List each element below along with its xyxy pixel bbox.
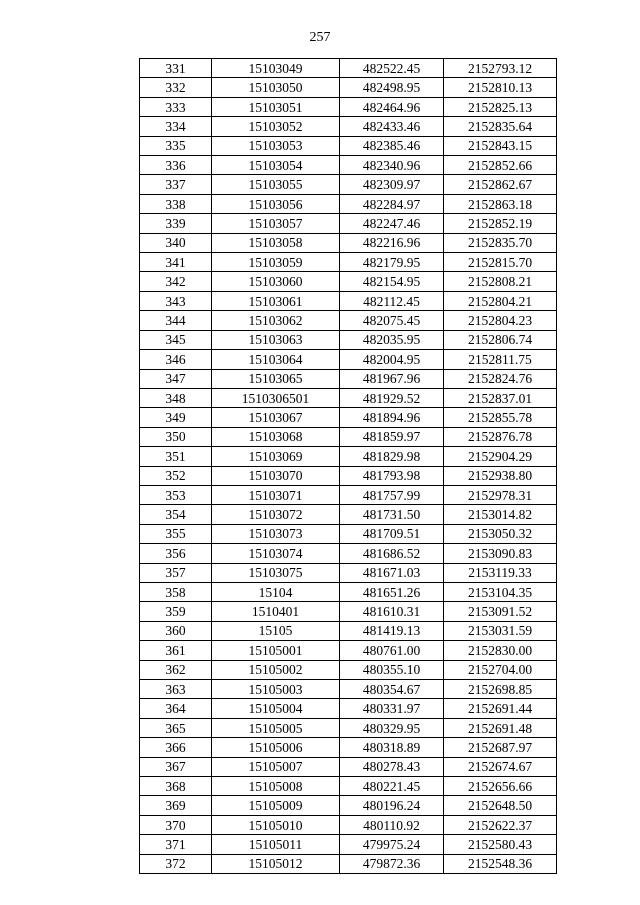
y-coordinate-cell: 2152835.70: [444, 233, 557, 252]
point-code-cell: 15103075: [212, 563, 340, 582]
x-coordinate-cell: 481709.51: [340, 524, 444, 543]
x-coordinate-cell: 482247.46: [340, 214, 444, 233]
x-coordinate-cell: 481419.13: [340, 621, 444, 640]
point-code-cell: 15105001: [212, 641, 340, 660]
y-coordinate-cell: 2152824.76: [444, 369, 557, 388]
point-number-cell: 334: [140, 117, 212, 136]
table-row: [140, 485, 557, 504]
y-coordinate-cell: 2152691.44: [444, 699, 557, 718]
table-row: [140, 214, 557, 233]
x-coordinate-cell: 481731.50: [340, 505, 444, 524]
table-row: [140, 272, 557, 291]
table-row: [140, 621, 557, 640]
y-coordinate-cell: 2152691.48: [444, 718, 557, 737]
point-code-cell: 15104: [212, 582, 340, 601]
point-number-cell: 342: [140, 272, 212, 291]
y-coordinate-cell: 2152622.37: [444, 815, 557, 834]
point-number-cell: 348: [140, 388, 212, 407]
point-code-cell: 15103064: [212, 350, 340, 369]
x-coordinate-cell: 479975.24: [340, 835, 444, 854]
table-row: [140, 854, 557, 873]
point-number-cell: 343: [140, 291, 212, 310]
x-coordinate-cell: 481610.31: [340, 602, 444, 621]
table-row: [140, 699, 557, 718]
table-row: [140, 156, 557, 175]
point-number-cell: 356: [140, 544, 212, 563]
y-coordinate-cell: 2152648.50: [444, 796, 557, 815]
point-number-cell: 351: [140, 447, 212, 466]
y-coordinate-cell: 2152698.85: [444, 680, 557, 699]
point-code-cell: 15103061: [212, 291, 340, 310]
table-row: [140, 117, 557, 136]
x-coordinate-cell: 482075.45: [340, 311, 444, 330]
table-row: [140, 757, 557, 776]
y-coordinate-cell: 2153119.33: [444, 563, 557, 582]
point-number-cell: 352: [140, 466, 212, 485]
point-number-cell: 371: [140, 835, 212, 854]
point-code-cell: 15103056: [212, 194, 340, 213]
point-code-cell: 15103063: [212, 330, 340, 349]
x-coordinate-cell: 482112.45: [340, 291, 444, 310]
page-number: 257: [309, 30, 331, 45]
point-number-cell: 353: [140, 485, 212, 504]
point-number-cell: 358: [140, 582, 212, 601]
x-coordinate-cell: 480278.43: [340, 757, 444, 776]
y-coordinate-cell: 2152862.67: [444, 175, 557, 194]
point-code-cell: 15103051: [212, 97, 340, 116]
point-code-cell: 1510306501: [212, 388, 340, 407]
x-coordinate-cell: 479872.36: [340, 854, 444, 873]
point-number-cell: 366: [140, 738, 212, 757]
point-code-cell: 15105007: [212, 757, 340, 776]
point-number-cell: 339: [140, 214, 212, 233]
point-code-cell: 15105004: [212, 699, 340, 718]
point-code-cell: 15103055: [212, 175, 340, 194]
point-number-cell: 333: [140, 97, 212, 116]
y-coordinate-cell: 2153090.83: [444, 544, 557, 563]
table-row: [140, 97, 557, 116]
point-number-cell: 332: [140, 78, 212, 97]
table-row: [140, 524, 557, 543]
point-code-cell: 15105: [212, 621, 340, 640]
point-code-cell: 15105002: [212, 660, 340, 679]
table-row: [140, 253, 557, 272]
y-coordinate-cell: 2152674.67: [444, 757, 557, 776]
x-coordinate-cell: 482154.95: [340, 272, 444, 291]
table-row: [140, 311, 557, 330]
point-code-cell: 15105008: [212, 777, 340, 796]
y-coordinate-cell: 2152825.13: [444, 97, 557, 116]
point-code-cell: 15105010: [212, 815, 340, 834]
y-coordinate-cell: 2153091.52: [444, 602, 557, 621]
table-row: [140, 194, 557, 213]
point-number-cell: 340: [140, 233, 212, 252]
x-coordinate-cell: 480355.10: [340, 660, 444, 679]
point-number-cell: 337: [140, 175, 212, 194]
x-coordinate-cell: 480331.97: [340, 699, 444, 718]
y-coordinate-cell: 2152855.78: [444, 408, 557, 427]
table-row: [140, 388, 557, 407]
point-number-cell: 369: [140, 796, 212, 815]
table-row: [140, 505, 557, 524]
x-coordinate-cell: 480318.89: [340, 738, 444, 757]
point-code-cell: 15103062: [212, 311, 340, 330]
x-coordinate-cell: 480354.67: [340, 680, 444, 699]
point-number-cell: 372: [140, 854, 212, 873]
table-row: [140, 78, 557, 97]
y-coordinate-cell: 2152804.23: [444, 311, 557, 330]
table-row: [140, 563, 557, 582]
y-coordinate-cell: 2152811.75: [444, 350, 557, 369]
table-row: [140, 796, 557, 815]
point-number-cell: 370: [140, 815, 212, 834]
x-coordinate-cell: 481859.97: [340, 427, 444, 446]
point-number-cell: 344: [140, 311, 212, 330]
y-coordinate-cell: 2152830.00: [444, 641, 557, 660]
point-code-cell: 15103053: [212, 136, 340, 155]
x-coordinate-cell: 482498.95: [340, 78, 444, 97]
x-coordinate-cell: 482464.96: [340, 97, 444, 116]
table-row: [140, 660, 557, 679]
y-coordinate-cell: 2152815.70: [444, 253, 557, 272]
y-coordinate-cell: 2152704.00: [444, 660, 557, 679]
table-row: [140, 718, 557, 737]
point-number-cell: 335: [140, 136, 212, 155]
x-coordinate-cell: 482340.96: [340, 156, 444, 175]
y-coordinate-cell: 2152656.66: [444, 777, 557, 796]
table-row: [140, 738, 557, 757]
x-coordinate-cell: 482035.95: [340, 330, 444, 349]
table-row: [140, 835, 557, 854]
table-row: [140, 680, 557, 699]
table-row: [140, 427, 557, 446]
x-coordinate-cell: 480761.00: [340, 641, 444, 660]
point-number-cell: 341: [140, 253, 212, 272]
point-number-cell: 362: [140, 660, 212, 679]
y-coordinate-cell: 2152978.31: [444, 485, 557, 504]
point-number-cell: 359: [140, 602, 212, 621]
point-code-cell: 15103065: [212, 369, 340, 388]
x-coordinate-cell: 481793.98: [340, 466, 444, 485]
x-coordinate-cell: 481651.26: [340, 582, 444, 601]
x-coordinate-cell: 480110.92: [340, 815, 444, 834]
point-number-cell: 357: [140, 563, 212, 582]
y-coordinate-cell: 2152580.43: [444, 835, 557, 854]
y-coordinate-cell: 2152808.21: [444, 272, 557, 291]
point-code-cell: 15103052: [212, 117, 340, 136]
x-coordinate-cell: 482433.46: [340, 117, 444, 136]
point-number-cell: 361: [140, 641, 212, 660]
table-row: [140, 641, 557, 660]
point-number-cell: 345: [140, 330, 212, 349]
point-code-cell: 15103068: [212, 427, 340, 446]
point-code-cell: 15103049: [212, 59, 340, 78]
x-coordinate-cell: 480221.45: [340, 777, 444, 796]
table-row: [140, 447, 557, 466]
point-code-cell: 15103057: [212, 214, 340, 233]
point-code-cell: 15103058: [212, 233, 340, 252]
y-coordinate-cell: 2152804.21: [444, 291, 557, 310]
table-row: [140, 582, 557, 601]
x-coordinate-cell: 480196.24: [340, 796, 444, 815]
point-code-cell: 15103071: [212, 485, 340, 504]
y-coordinate-cell: 2152863.18: [444, 194, 557, 213]
point-code-cell: 15103060: [212, 272, 340, 291]
x-coordinate-cell: 480329.95: [340, 718, 444, 737]
x-coordinate-cell: 481894.96: [340, 408, 444, 427]
point-code-cell: 15103054: [212, 156, 340, 175]
point-number-cell: 349: [140, 408, 212, 427]
table-row: [140, 408, 557, 427]
point-number-cell: 364: [140, 699, 212, 718]
point-number-cell: 347: [140, 369, 212, 388]
table-row: [140, 291, 557, 310]
y-coordinate-cell: 2153014.82: [444, 505, 557, 524]
y-coordinate-cell: 2153050.32: [444, 524, 557, 543]
x-coordinate-cell: 481686.52: [340, 544, 444, 563]
point-code-cell: 15103073: [212, 524, 340, 543]
y-coordinate-cell: 2152938.80: [444, 466, 557, 485]
table-row: [140, 777, 557, 796]
x-coordinate-cell: 481829.98: [340, 447, 444, 466]
table-row: [140, 466, 557, 485]
table-row: [140, 59, 557, 78]
y-coordinate-cell: 2152548.36: [444, 854, 557, 873]
point-code-cell: 15103050: [212, 78, 340, 97]
point-number-cell: 331: [140, 59, 212, 78]
x-coordinate-cell: 481671.03: [340, 563, 444, 582]
point-code-cell: 15105003: [212, 680, 340, 699]
y-coordinate-cell: 2152810.13: [444, 78, 557, 97]
y-coordinate-cell: 2152852.66: [444, 156, 557, 175]
point-code-cell: 15105005: [212, 718, 340, 737]
table-row: [140, 602, 557, 621]
point-number-cell: 363: [140, 680, 212, 699]
point-code-cell: 15105006: [212, 738, 340, 757]
y-coordinate-cell: 2152837.01: [444, 388, 557, 407]
x-coordinate-cell: 482522.45: [340, 59, 444, 78]
point-number-cell: 368: [140, 777, 212, 796]
x-coordinate-cell: 482216.96: [340, 233, 444, 252]
x-coordinate-cell: 481929.52: [340, 388, 444, 407]
x-coordinate-cell: 482385.46: [340, 136, 444, 155]
y-coordinate-cell: 2153031.59: [444, 621, 557, 640]
point-number-cell: 338: [140, 194, 212, 213]
y-coordinate-cell: 2152835.64: [444, 117, 557, 136]
point-code-cell: 15103074: [212, 544, 340, 563]
point-number-cell: 336: [140, 156, 212, 175]
y-coordinate-cell: 2152904.29: [444, 447, 557, 466]
table-row: [140, 544, 557, 563]
y-coordinate-cell: 2152876.78: [444, 427, 557, 446]
coordinates-table: [139, 58, 557, 874]
point-code-cell: 15103072: [212, 505, 340, 524]
y-coordinate-cell: 2152806.74: [444, 330, 557, 349]
point-number-cell: 355: [140, 524, 212, 543]
table-row: [140, 350, 557, 369]
point-number-cell: 346: [140, 350, 212, 369]
point-code-cell: 1510401: [212, 602, 340, 621]
point-code-cell: 15103067: [212, 408, 340, 427]
table-row: [140, 175, 557, 194]
x-coordinate-cell: 482004.95: [340, 350, 444, 369]
point-code-cell: 15103059: [212, 253, 340, 272]
point-number-cell: 360: [140, 621, 212, 640]
point-code-cell: 15105011: [212, 835, 340, 854]
x-coordinate-cell: 482179.95: [340, 253, 444, 272]
table-row: [140, 369, 557, 388]
x-coordinate-cell: 482284.97: [340, 194, 444, 213]
point-code-cell: 15105012: [212, 854, 340, 873]
coordinates-table-body: [140, 59, 557, 874]
table-row: [140, 815, 557, 834]
table-row: [140, 233, 557, 252]
y-coordinate-cell: 2152793.12: [444, 59, 557, 78]
point-code-cell: 15103070: [212, 466, 340, 485]
y-coordinate-cell: 2152687.97: [444, 738, 557, 757]
point-code-cell: 15105009: [212, 796, 340, 815]
point-number-cell: 354: [140, 505, 212, 524]
x-coordinate-cell: 482309.97: [340, 175, 444, 194]
table-row: [140, 136, 557, 155]
y-coordinate-cell: 2152852.19: [444, 214, 557, 233]
x-coordinate-cell: 481757.99: [340, 485, 444, 504]
y-coordinate-cell: 2153104.35: [444, 582, 557, 601]
x-coordinate-cell: 481967.96: [340, 369, 444, 388]
point-number-cell: 367: [140, 757, 212, 776]
y-coordinate-cell: 2152843.15: [444, 136, 557, 155]
point-number-cell: 350: [140, 427, 212, 446]
table-row: [140, 330, 557, 349]
point-number-cell: 365: [140, 718, 212, 737]
point-code-cell: 15103069: [212, 447, 340, 466]
